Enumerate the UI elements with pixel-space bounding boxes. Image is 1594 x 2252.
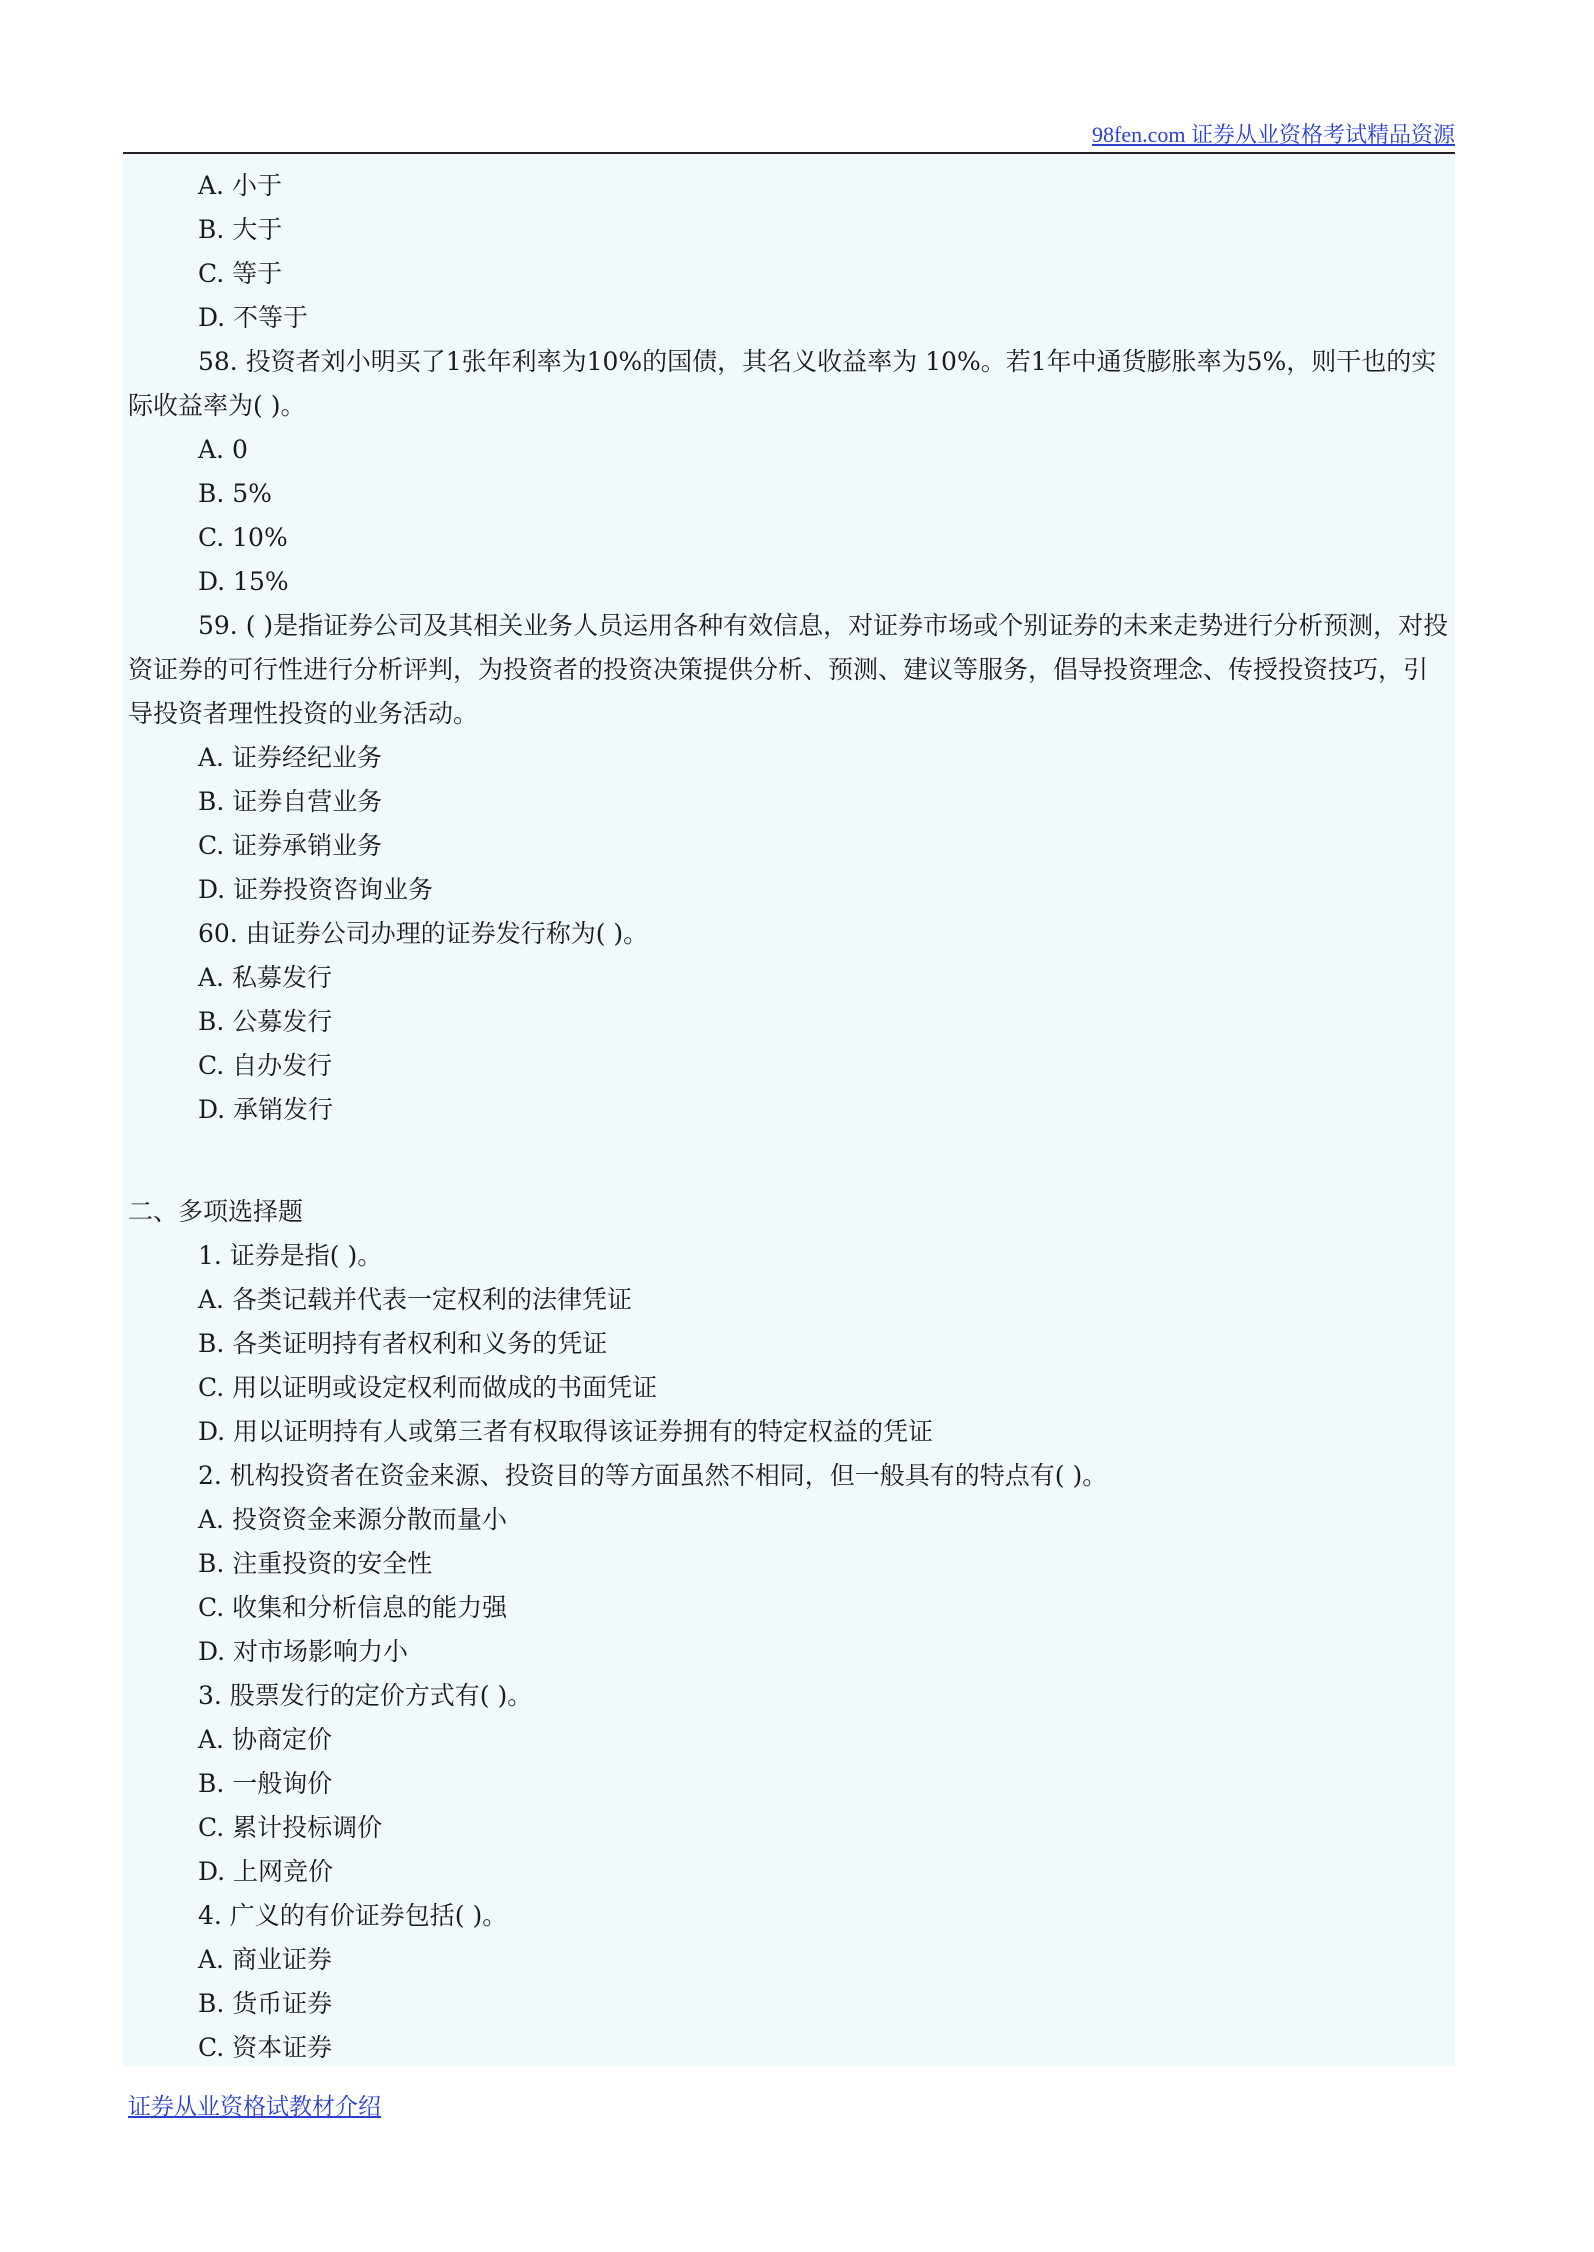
option-b: B. 货币证券 xyxy=(198,1989,333,2018)
question-3: 3. 股票发行的定价方式有( )。 xyxy=(198,1681,533,1710)
option-a: A. 0 xyxy=(198,435,248,464)
option-c: C. 资本证券 xyxy=(198,2033,333,2062)
section-title: 二、多项选择题 xyxy=(128,1197,304,1226)
option-d: D. 15% xyxy=(198,567,289,596)
option-b: B. 5% xyxy=(198,479,272,508)
option-c: C. 10% xyxy=(198,523,288,552)
option-a: A. 协商定价 xyxy=(198,1725,332,1754)
option-c: C. 等于 xyxy=(198,259,283,288)
option-d: D. 用以证明持有人或第三者有权取得该证券拥有的特定权益的凭证 xyxy=(198,1417,934,1446)
question-4: 4. 广义的有价证券包括( )。 xyxy=(198,1901,508,1930)
option-a: A. 各类记载并代表一定权利的法律凭证 xyxy=(198,1285,632,1314)
option-b: B. 公募发行 xyxy=(198,1007,333,1036)
question-58: 58. 投资者刘小明买了1张年利率为10%的国债，其名义收益率为 10%。若1年中通货膨胀率为5%，则干也的实际收益率为( )。 xyxy=(128,347,1437,420)
option-c: C. 自办发行 xyxy=(198,1051,333,1080)
question-2: 2. 机构投资者在资金来源、投资目的等方面虽然不相同，但一般具有的特点有( )。 xyxy=(198,1461,1108,1490)
option-d: D. 上网竞价 xyxy=(198,1857,334,1886)
page-header xyxy=(123,118,1455,154)
option-c: C. 累计投标调价 xyxy=(198,1813,383,1842)
option-c: C. 用以证明或设定权利而做成的书面凭证 xyxy=(198,1373,658,1402)
option-b: B. 各类证明持有者权利和义务的凭证 xyxy=(198,1329,608,1358)
option-d: D. 证券投资咨询业务 xyxy=(198,875,434,904)
question-1: 1. 证券是指( )。 xyxy=(198,1241,383,1270)
option-a: A. 私募发行 xyxy=(198,963,332,992)
option-a: A. 证券经纪业务 xyxy=(198,743,382,772)
option-b: B. 证券自营业务 xyxy=(198,787,383,816)
option-d: D. 对市场影响力小 xyxy=(198,1637,409,1666)
footer-link[interactable]: 证券从业资格试教材介绍 xyxy=(128,2094,381,2120)
option-c: C. 证券承销业务 xyxy=(198,831,383,860)
question-60: 60. 由证券公司办理的证券发行称为( )。 xyxy=(198,919,649,948)
option-b: B. 大于 xyxy=(198,215,283,244)
option-a: A. 小于 xyxy=(198,171,282,200)
option-a: A. 商业证券 xyxy=(198,1945,332,1974)
document-body xyxy=(123,154,1455,2066)
option-b: B. 注重投资的安全性 xyxy=(198,1549,433,1578)
option-d: D. 不等于 xyxy=(198,303,309,332)
option-d: D. 承销发行 xyxy=(198,1095,334,1124)
option-a: A. 投资资金来源分散而量小 xyxy=(198,1505,507,1534)
question-59: 59. ( )是指证券公司及其相关业务人员运用各种有效信息，对证券市场或个别证券的未来走势进行分析预测，对投资证券的可行性进行分析评判，为投资者的投资决策提供分析、预测、建议等服务，倡导投资理念、传授投资技巧，引导投资者理性投资的业务活动。 xyxy=(128,611,1449,728)
option-b: B. 一般询价 xyxy=(198,1769,333,1798)
header-link[interactable]: 98fen.com 证券从业资格考试精品资源 xyxy=(1092,122,1455,147)
page-footer xyxy=(128,2088,381,2121)
option-c: C. 收集和分析信息的能力强 xyxy=(198,1593,508,1622)
